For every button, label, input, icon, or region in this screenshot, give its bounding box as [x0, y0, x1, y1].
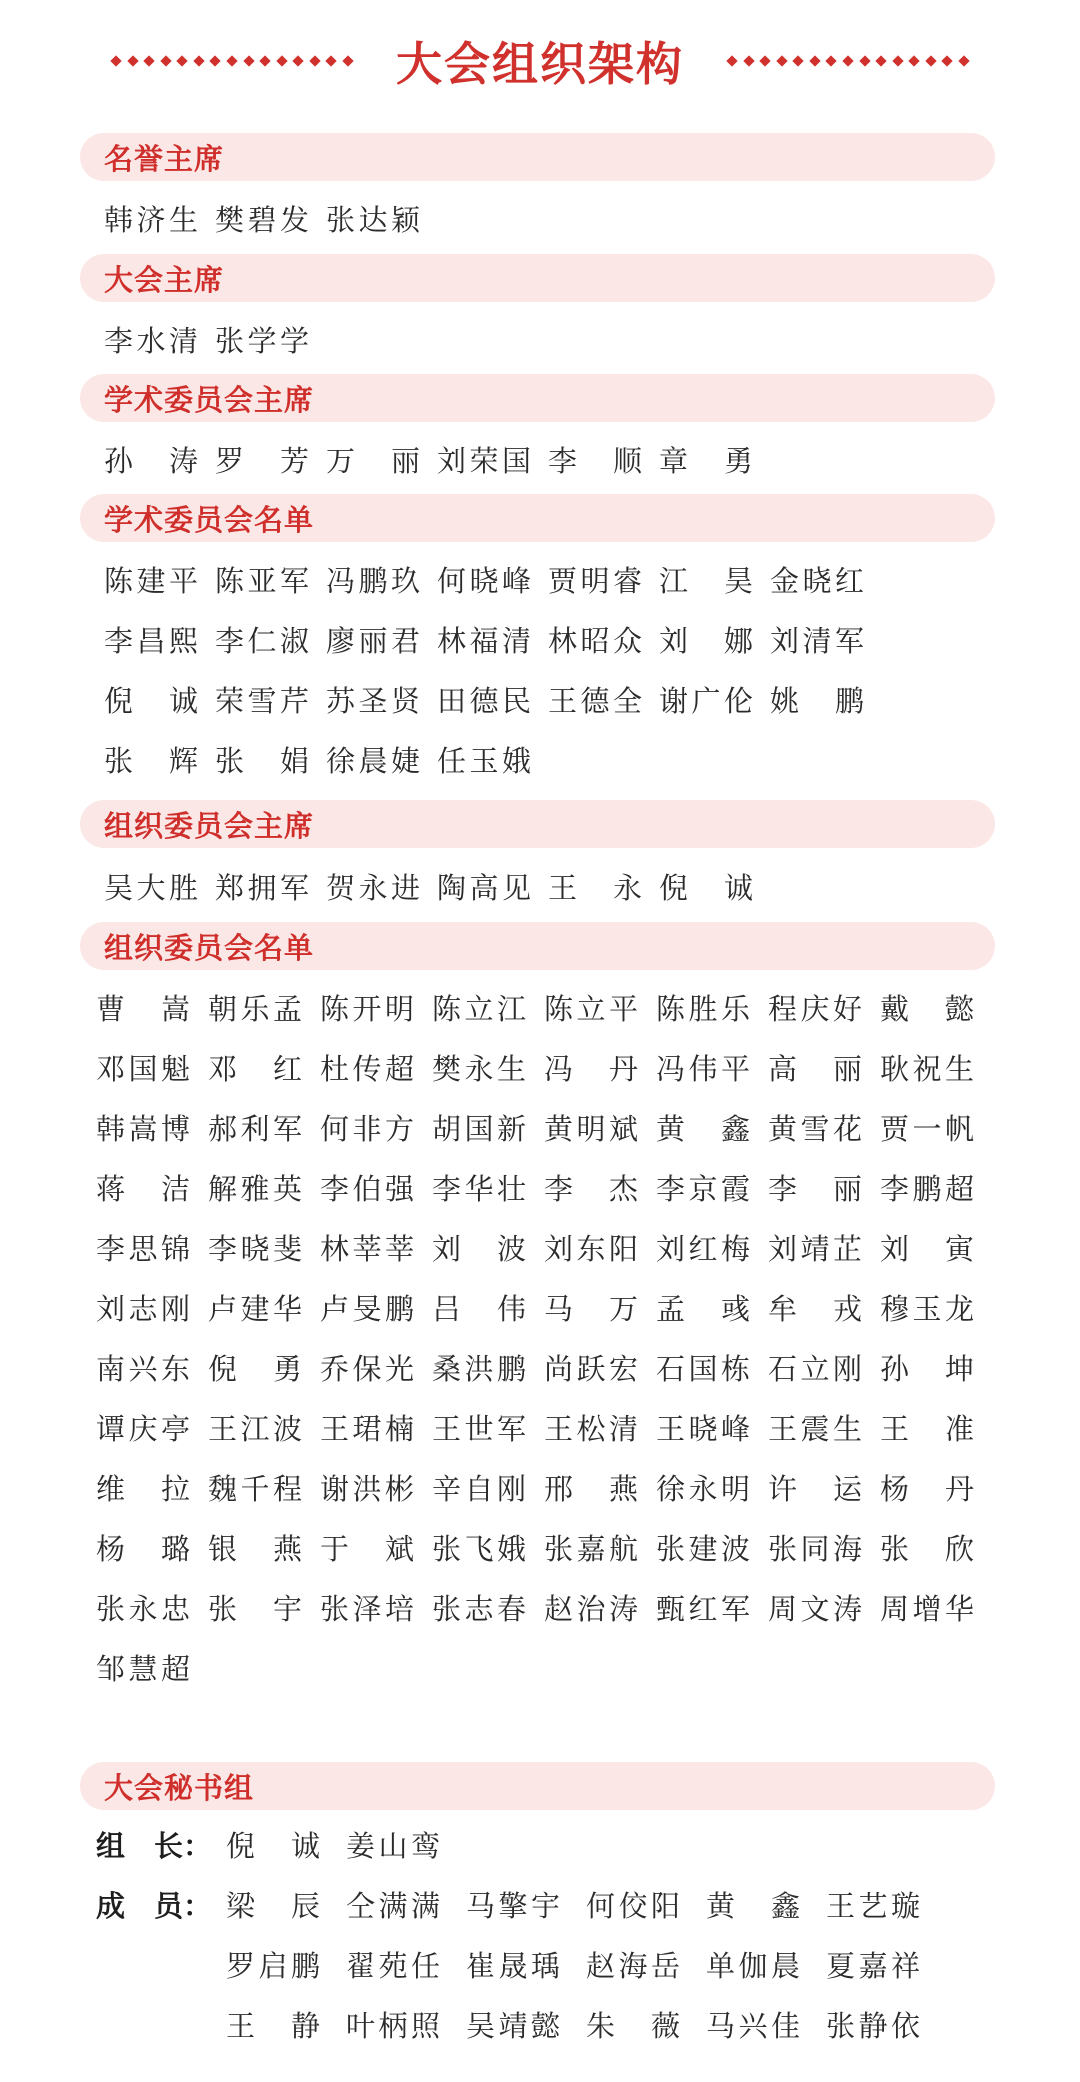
section-heading: 名誉主席 [104, 141, 225, 176]
name-item: 陈胜乐 [656, 991, 750, 1026]
member-name: 马兴佳 [706, 2008, 800, 2043]
member-name: 何佼阳 [586, 1888, 680, 1923]
name-item: 邓国魁 [96, 1051, 190, 1086]
name-item: 马 万 [544, 1291, 638, 1326]
name-item: 倪 诚 [104, 683, 198, 718]
section-heading: 大会秘书组 [104, 1770, 255, 1805]
name-item: 张达颖 [326, 202, 420, 237]
section-heading: 学术委员会名单 [104, 502, 315, 537]
names-row [96, 1045, 992, 1089]
names-row [96, 1285, 992, 1329]
name-item: 吕 伟 [432, 1291, 526, 1326]
name-item: 卢旻鹏 [320, 1291, 414, 1326]
name-item: 郝利军 [208, 1111, 302, 1146]
name-item: 王德全 [548, 683, 642, 718]
name-item: 甄红军 [656, 1591, 750, 1626]
name-item: 陈立平 [544, 991, 638, 1026]
name-item: 张泽培 [320, 1591, 414, 1626]
name-item: 王世军 [432, 1411, 526, 1446]
name-item: 江 昊 [659, 563, 753, 598]
member-name: 张静依 [826, 2008, 920, 2043]
section-heading: 组织委员会主席 [104, 808, 315, 843]
name-item: 王 准 [880, 1411, 974, 1446]
name-item: 许 运 [768, 1471, 862, 1506]
member-name: 梁 辰 [226, 1888, 320, 1923]
name-item: 张永忠 [96, 1591, 190, 1626]
names-row [104, 617, 881, 661]
name-item: 解雅英 [208, 1171, 302, 1206]
name-item: 南兴东 [96, 1351, 190, 1386]
page-title: 大会组织架构 [396, 37, 684, 91]
name-item: 刘荣国 [437, 443, 531, 478]
names-row [96, 1525, 992, 1569]
name-item: 郑拥军 [215, 870, 309, 905]
member-name: 罗启鹏 [226, 1948, 320, 1983]
name-item: 魏千程 [208, 1471, 302, 1506]
name-item: 蒋 洁 [96, 1171, 190, 1206]
name-item: 程庆好 [768, 991, 862, 1026]
name-item: 李 顺 [548, 443, 642, 478]
names-row [104, 557, 881, 601]
name-item: 刘东阳 [544, 1231, 638, 1266]
name-item: 李 杰 [544, 1171, 638, 1206]
name-item: 李 丽 [768, 1171, 862, 1206]
member-row [96, 2002, 946, 2046]
leader-name: 倪 诚 [226, 1828, 320, 1863]
name-item: 曹 嵩 [96, 991, 190, 1026]
name-item: 王震生 [768, 1411, 862, 1446]
name-item: 孙 涛 [104, 443, 198, 478]
member-name: 翟苑任 [346, 1948, 440, 1983]
name-item: 万 丽 [326, 443, 420, 478]
member-name: 吴靖懿 [466, 2008, 560, 2043]
names-row [96, 1165, 992, 1209]
name-item: 桑洪鹏 [432, 1351, 526, 1386]
name-item: 卢建华 [208, 1291, 302, 1326]
name-item: 徐永明 [656, 1471, 750, 1506]
name-item: 李伯强 [320, 1171, 414, 1206]
name-item: 周增华 [880, 1591, 974, 1626]
name-item: 冯鹏玖 [326, 563, 420, 598]
name-item: 冯 丹 [544, 1051, 638, 1086]
member-name: 马擎宇 [466, 1888, 560, 1923]
name-item: 邓 红 [208, 1051, 302, 1086]
name-item: 孟 彧 [656, 1291, 750, 1326]
name-item: 谢广伦 [659, 683, 753, 718]
name-item: 刘 波 [432, 1231, 526, 1266]
name-item: 樊永生 [432, 1051, 526, 1086]
name-item: 李仁淑 [215, 623, 309, 658]
section-heading: 组织委员会名单 [104, 930, 315, 965]
name-item: 荣雪芹 [215, 683, 309, 718]
name-item: 吴大胜 [104, 870, 198, 905]
name-item: 章 勇 [659, 443, 753, 478]
name-item: 罗 芳 [215, 443, 309, 478]
name-item: 贾一帆 [880, 1111, 974, 1146]
member-label: 成 员： [96, 1888, 213, 1923]
name-item: 王松清 [544, 1411, 638, 1446]
member-name: 王 静 [226, 2008, 320, 2043]
name-item: 林昭众 [548, 623, 642, 658]
name-item: 杜传超 [320, 1051, 414, 1086]
member-name: 王艺璇 [826, 1888, 920, 1923]
leader-name: 姜山鸾 [346, 1828, 440, 1863]
name-item: 黄雪花 [768, 1111, 862, 1146]
name-item: 牟 戎 [768, 1291, 862, 1326]
name-item: 林莘莘 [320, 1231, 414, 1266]
name-item: 姚 鹏 [770, 683, 864, 718]
name-item: 任玉娥 [437, 743, 531, 778]
name-item: 李思锦 [96, 1231, 190, 1266]
name-item: 刘靖芷 [768, 1231, 862, 1266]
name-item: 谢洪彬 [320, 1471, 414, 1506]
name-item: 黄 鑫 [656, 1111, 750, 1146]
section-heading-bar [80, 800, 995, 848]
name-item: 邢 燕 [544, 1471, 638, 1506]
name-item: 于 斌 [320, 1531, 414, 1566]
member-name: 单伽晨 [706, 1948, 800, 1983]
member-name: 赵海岳 [586, 1948, 680, 1983]
member-row [96, 1882, 946, 1926]
name-item: 林福清 [437, 623, 531, 658]
member-row [96, 1942, 946, 1986]
name-item: 胡国新 [432, 1111, 526, 1146]
name-item: 张志春 [432, 1591, 526, 1626]
name-item: 高 丽 [768, 1051, 862, 1086]
name-item: 陈亚军 [215, 563, 309, 598]
leader-label: 组 长： [96, 1828, 213, 1863]
title-row [0, 28, 1080, 94]
name-item: 田德民 [437, 683, 531, 718]
names-row [96, 985, 992, 1029]
name-item: 陈立江 [432, 991, 526, 1026]
names-row [104, 196, 437, 240]
name-item: 李京霞 [656, 1171, 750, 1206]
name-item: 维 拉 [96, 1471, 190, 1506]
member-name: 朱 薇 [586, 2008, 680, 2043]
name-item: 何晓峰 [437, 563, 531, 598]
name-item: 韩嵩博 [96, 1111, 190, 1146]
names-row [96, 1585, 992, 1629]
name-item: 贾明睿 [548, 563, 642, 598]
leader-row [96, 1822, 466, 1866]
name-item: 王晓峰 [656, 1411, 750, 1446]
right-dot-divider [728, 54, 968, 68]
name-item: 耿祝生 [880, 1051, 974, 1086]
member-name: 仝满满 [346, 1888, 440, 1923]
name-item: 石国栋 [656, 1351, 750, 1386]
name-item: 张嘉航 [544, 1531, 638, 1566]
name-item: 孙 坤 [880, 1351, 974, 1386]
names-row [104, 737, 548, 781]
member-name: 黄 鑫 [706, 1888, 800, 1923]
member-name: 崔晟瑀 [466, 1948, 560, 1983]
name-item: 银 燕 [208, 1531, 302, 1566]
name-item: 廖丽君 [326, 623, 420, 658]
section-heading-bar [80, 133, 995, 181]
name-item: 李水清 [104, 323, 198, 358]
name-item: 樊碧发 [215, 202, 309, 237]
name-item: 张建波 [656, 1531, 750, 1566]
names-row [96, 1405, 992, 1449]
name-item: 乔保光 [320, 1351, 414, 1386]
section-heading-bar [80, 374, 995, 422]
name-item: 辛自刚 [432, 1471, 526, 1506]
name-item: 刘清军 [770, 623, 864, 658]
section-heading-bar [80, 494, 995, 542]
name-item: 冯伟平 [656, 1051, 750, 1086]
name-item: 倪 诚 [659, 870, 753, 905]
names-row [104, 677, 881, 721]
section-heading: 大会主席 [104, 262, 225, 297]
name-item: 刘 娜 [659, 623, 753, 658]
name-item: 黄明斌 [544, 1111, 638, 1146]
name-item: 张 辉 [104, 743, 198, 778]
name-item: 朝乐孟 [208, 991, 302, 1026]
name-item: 王 永 [548, 870, 642, 905]
name-item: 刘志刚 [96, 1291, 190, 1326]
name-item: 张学学 [215, 323, 309, 358]
section-heading-bar [80, 922, 995, 970]
name-item: 苏圣贤 [326, 683, 420, 718]
name-item: 张 宇 [208, 1591, 302, 1626]
names-row [96, 1645, 208, 1689]
name-item: 戴 懿 [880, 991, 974, 1026]
name-item: 赵治涛 [544, 1591, 638, 1626]
member-name: 夏嘉祥 [826, 1948, 920, 1983]
name-item: 王江波 [208, 1411, 302, 1446]
name-item: 杨 丹 [880, 1471, 974, 1506]
name-item: 王珺楠 [320, 1411, 414, 1446]
left-dot-divider [112, 54, 352, 68]
name-item: 何非方 [320, 1111, 414, 1146]
name-item: 张 娟 [215, 743, 309, 778]
name-item: 贺永进 [326, 870, 420, 905]
names-row [104, 437, 770, 481]
name-item: 陈开明 [320, 991, 414, 1026]
names-row [96, 1105, 992, 1149]
name-item: 倪 勇 [208, 1351, 302, 1386]
name-item: 邹慧超 [96, 1651, 190, 1686]
name-item: 李鹏超 [880, 1171, 974, 1206]
names-row [96, 1465, 992, 1509]
section-heading: 学术委员会主席 [104, 382, 315, 417]
name-item: 张同海 [768, 1531, 862, 1566]
name-item: 李华壮 [432, 1171, 526, 1206]
member-name: 叶柄照 [346, 2008, 440, 2043]
names-row [104, 864, 770, 908]
name-item: 陈建平 [104, 563, 198, 598]
section-heading-bar [80, 254, 995, 302]
name-item: 刘 寅 [880, 1231, 974, 1266]
name-item: 刘红梅 [656, 1231, 750, 1266]
name-item: 谭庆亭 [96, 1411, 190, 1446]
name-item: 韩济生 [104, 202, 198, 237]
name-item: 陶高见 [437, 870, 531, 905]
name-item: 李昌熙 [104, 623, 198, 658]
name-item: 张 欣 [880, 1531, 974, 1566]
name-item: 杨 璐 [96, 1531, 190, 1566]
section-heading-bar [80, 1762, 995, 1810]
name-item: 金晓红 [770, 563, 864, 598]
name-item: 尚跃宏 [544, 1351, 638, 1386]
names-row [96, 1225, 992, 1269]
name-item: 周文涛 [768, 1591, 862, 1626]
name-item: 石立刚 [768, 1351, 862, 1386]
names-row [96, 1345, 992, 1389]
name-item: 李晓斐 [208, 1231, 302, 1266]
name-item: 徐晨婕 [326, 743, 420, 778]
names-row [104, 317, 326, 361]
name-item: 穆玉龙 [880, 1291, 974, 1326]
name-item: 张飞娥 [432, 1531, 526, 1566]
